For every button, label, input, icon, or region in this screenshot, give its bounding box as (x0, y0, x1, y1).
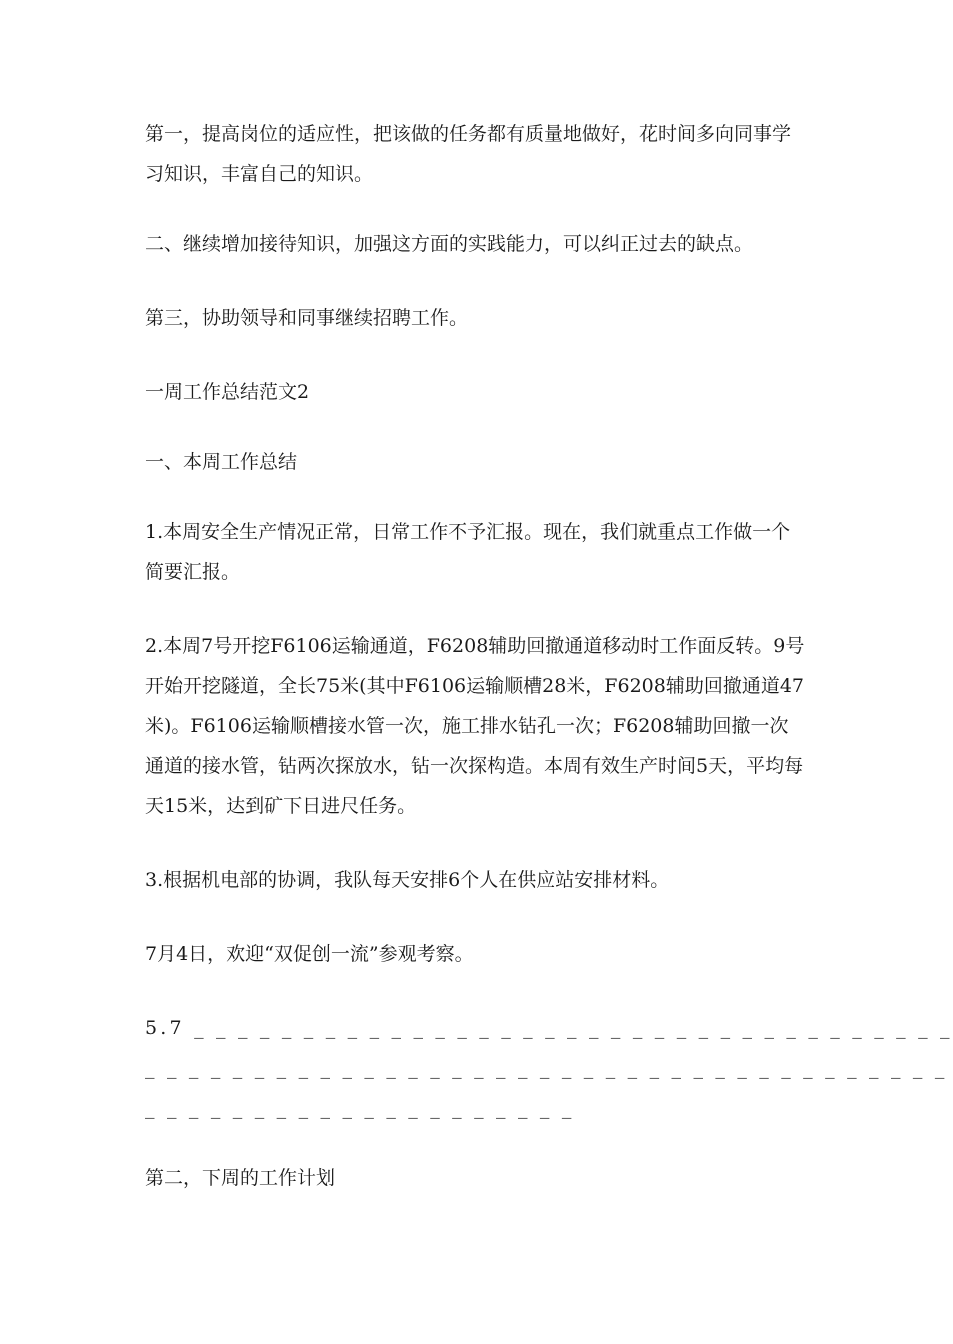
section-heading-summary: 一、本周工作总结 (145, 451, 298, 473)
paragraph-item-2: 2.本周7号开挖F6106运输通道，F6208辅助回撤通道移动时工作面反转。9号开始开挖隧道，全长75米(其中F6106运输顺槽28米，F6208辅助回撤通道47米)。F6106运输顺槽接水管一次，施工排水钻孔一次；F6208辅助回撤一次通道的接水管，钻两次探放水，钻一次探构造。本周有效生产时间5天，平均每天15米，达到矿下日进尺任务。 (145, 635, 805, 817)
document-body (145, 114, 953, 1232)
paragraph-first: 第一，提高岗位的适应性，把该做的任务都有质量地做好，花时间多向同事学习知识，丰富自己的知识。 (145, 123, 792, 185)
blank-line-2: _ _ _ _ _ _ _ _ _ _ _ _ _ _ _ _ _ _ _ _ _ _ _ _ _ _ _ _ _ _ _ _ _ _ _ _ _ (145, 1057, 948, 1079)
paragraph-item-3: 3.根据机电部的协调，我队每天安排6个人在供应站安排材料。 (145, 869, 670, 891)
paragraph-item-1: 1.本周安全生产情况正常，日常工作不予汇报。现在，我们就重点工作做一个简要汇报。 (145, 521, 791, 583)
item-number: 5.7 (145, 1017, 195, 1039)
blank-line-3: _ _ _ _ _ _ _ _ _ _ _ _ _ _ _ _ _ _ _ _ (145, 1097, 575, 1119)
blank-fill-block (145, 1008, 953, 1128)
blank-dashes-1: _ _ _ _ _ _ _ _ _ _ _ _ _ _ _ _ _ _ _ _ _ _ _ _ _ _ _ _ _ _ _ _ _ _ _ (194, 1017, 953, 1039)
paragraph-second: 二、继续增加接待知识，加强这方面的实践能力，可以纠正过去的缺点。 (145, 233, 754, 255)
paragraph-item-4: 7月4日，欢迎“双促创一流”参观考察。 (145, 943, 474, 965)
blank-line-1 (145, 1008, 953, 1048)
paragraph-third: 第三，协助领导和同事继续招聘工作。 (145, 307, 469, 329)
article-heading: 一周工作总结范文2 (145, 381, 310, 403)
section-heading-next-week: 第二，下周的工作计划 (145, 1167, 336, 1189)
